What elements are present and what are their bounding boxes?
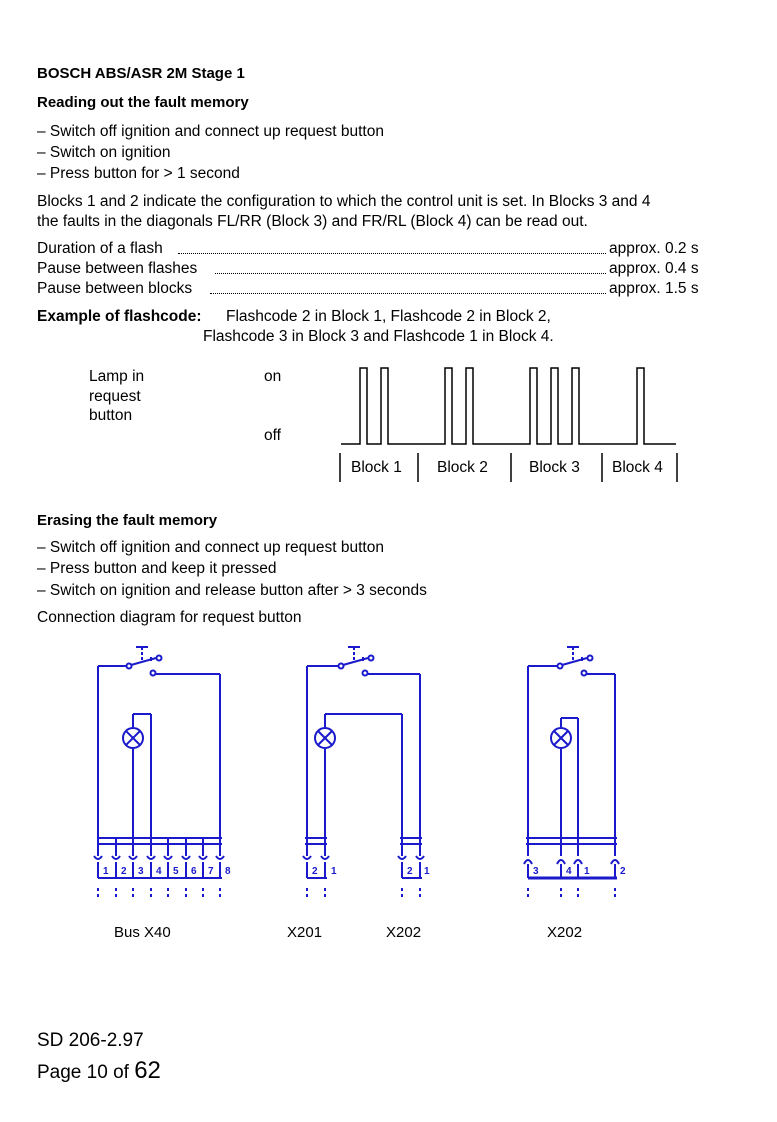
connection-diagram-title: Connection diagram for request button	[37, 609, 302, 626]
x202a-pin-label: 2	[407, 866, 413, 877]
x201-pin-label: 1	[331, 866, 337, 877]
reading-paragraph-line-2: the faults in the diagonals FL/RR (Block 3) and FR/RL (Block 4) can be read out.	[37, 213, 588, 230]
timing-leader-dots	[210, 293, 606, 294]
x202a-pin-label: 1	[424, 866, 430, 877]
bus-pin-label: 1	[103, 866, 109, 877]
lamp-label-line-1: Lamp in	[89, 368, 145, 385]
example-line-2: Flashcode 3 in Block 3 and Flashcode 1 in Block 4.	[203, 328, 554, 345]
bus-pin-label: 4	[156, 866, 162, 877]
example-line-1: Flashcode 2 in Block 1, Flashcode 2 in Block 2,	[226, 308, 551, 325]
timing-leader-dots	[215, 273, 606, 274]
x201-x202-circuit	[303, 647, 424, 897]
reading-step-1: – Switch off ignition and connect up request button	[37, 123, 384, 140]
block-label-1: Block 1	[351, 459, 402, 476]
lamp-label-line-3: button	[89, 407, 133, 424]
bus-pin-label: 2	[121, 866, 127, 877]
connector-label-x201: X201	[287, 924, 323, 941]
footer-page-prefix: Page 10 of	[37, 1062, 135, 1083]
bus-pin-label: 8	[225, 866, 231, 877]
connector-label-x202: X202	[386, 924, 422, 941]
reading-paragraph-line-1: Blocks 1 and 2 indicate the configuration to which the control unit is set. In Blocks 3 and 4	[37, 193, 651, 210]
erasing-step-3: – Switch on ignition and release button after > 3 seconds	[37, 582, 427, 599]
bus-pin-label: 7	[208, 866, 214, 877]
footer-doc-id: SD 206-2.97	[37, 1030, 144, 1051]
block-label-3: Block 3	[529, 459, 580, 476]
x201-pin-label: 2	[312, 866, 318, 877]
bus-pin-label: 6	[191, 866, 197, 877]
x202b-pin-label: 1	[584, 866, 590, 877]
timing-value-pause-blocks: approx. 1.5 s	[609, 280, 699, 297]
connector-label-bus-x40: Bus X40	[114, 924, 171, 941]
footer-page-number	[37, 1057, 161, 1085]
timing-label-flash: Duration of a flash	[37, 240, 163, 257]
block-label-4: Block 4	[612, 459, 663, 476]
reading-step-2: – Switch on ignition	[37, 144, 171, 161]
bus-pin-label: 3	[138, 866, 144, 877]
timing-label-pause-flashes: Pause between flashes	[37, 260, 198, 277]
connector-label-x202-second: X202	[547, 924, 583, 941]
erasing-section-title: Erasing the fault memory	[37, 512, 218, 529]
reading-step-3: – Press button for > 1 second	[37, 165, 240, 182]
on-label: on	[264, 368, 282, 385]
x202b-pin-label: 3	[533, 866, 539, 877]
bus-pin-label: 5	[173, 866, 179, 877]
erasing-step-2: – Press button and keep it pressed	[37, 560, 277, 577]
lamp-label-line-2: request	[89, 388, 141, 405]
x202-circuit	[524, 647, 619, 897]
block-label-2: Block 2	[437, 459, 488, 476]
erasing-step-1: – Switch off ignition and connect up request button	[37, 539, 384, 556]
timing-value-pause-flashes: approx. 0.4 s	[609, 260, 699, 277]
document-title: BOSCH ABS/ASR 2M Stage 1	[37, 65, 245, 82]
footer-total-pages: 62	[134, 1057, 161, 1084]
bus-x40-circuit	[94, 647, 224, 897]
x202b-pin-label: 2	[620, 866, 626, 877]
timing-label-pause-blocks: Pause between blocks	[37, 280, 193, 297]
timing-value-flash: approx. 0.2 s	[609, 240, 699, 257]
x202b-pin-label: 4	[566, 866, 572, 877]
waveform-line	[341, 368, 676, 444]
example-label: Example of flashcode:	[37, 308, 202, 325]
off-label: off	[264, 427, 281, 444]
timing-leader-dots	[178, 253, 606, 254]
reading-section-title: Reading out the fault memory	[37, 94, 249, 111]
